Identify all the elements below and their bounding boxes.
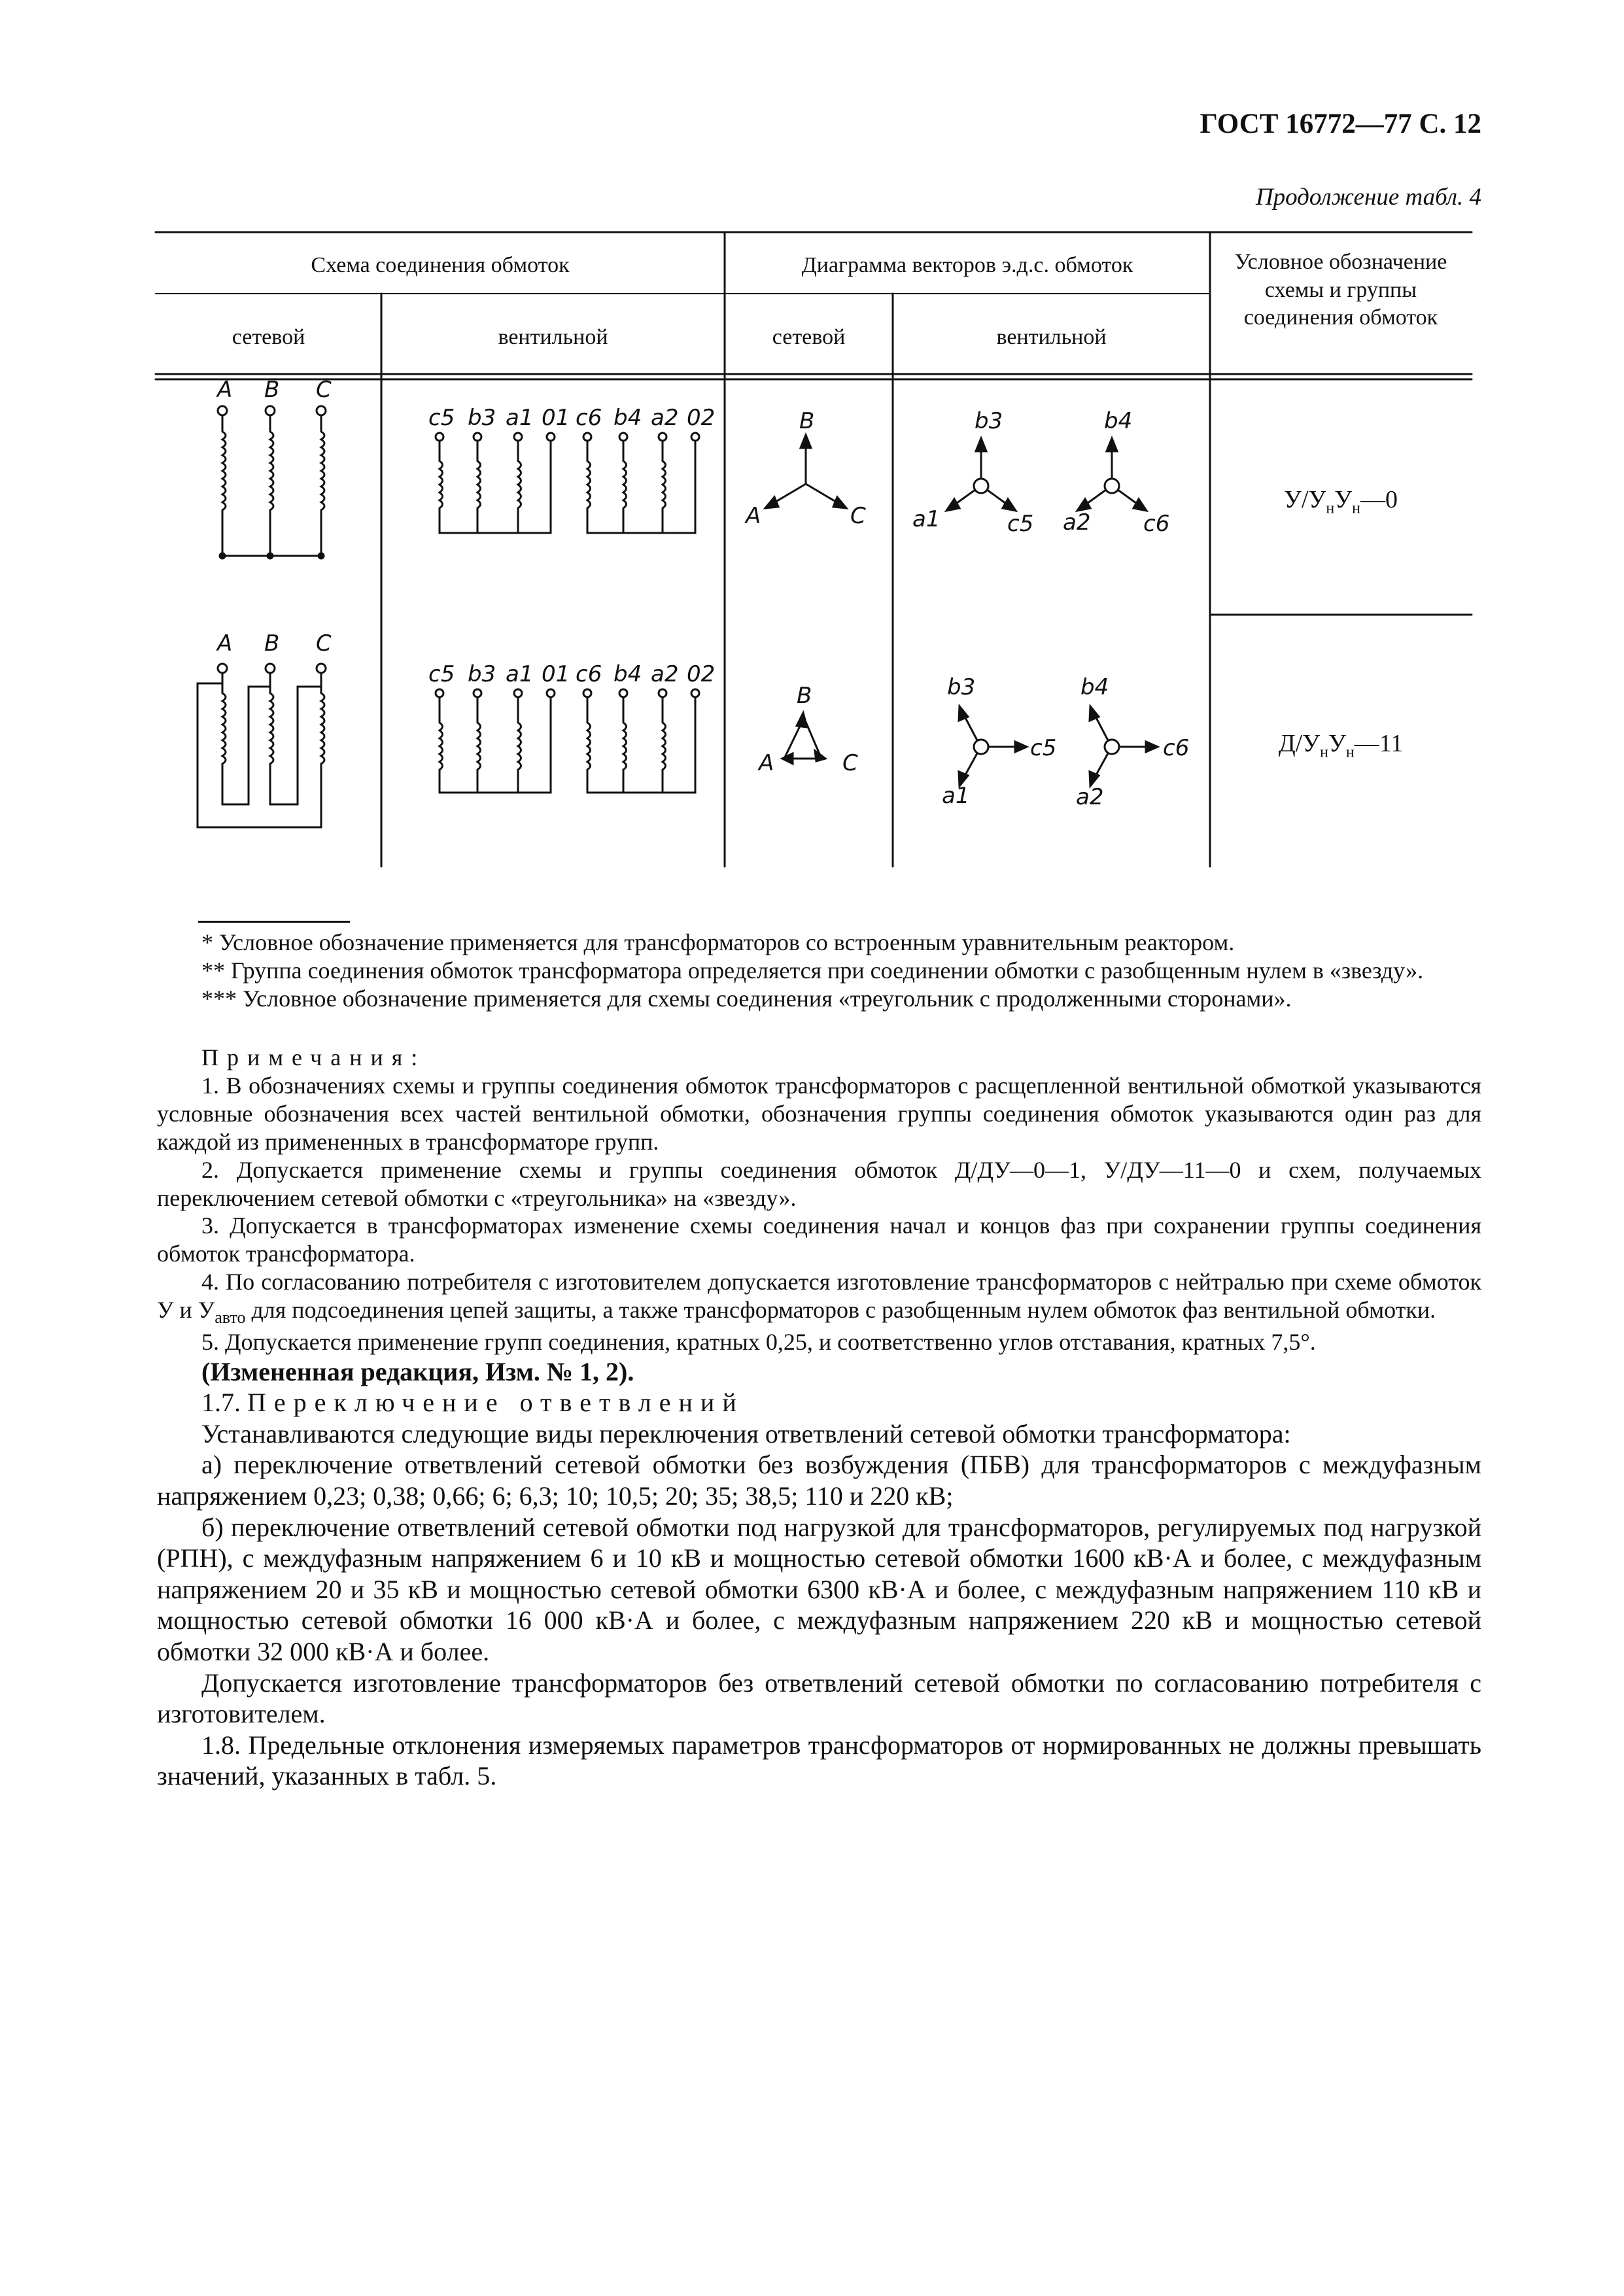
section-1-8: 1.8. Предельные отклонения измеряемых параметров трансформаторов от нормированных не должны превышать значений, указанных в табл. 5. (157, 1730, 1481, 1791)
vec-valve-row1-2: c5 (1007, 511, 1034, 537)
vec-net-a-row1: A (746, 503, 761, 529)
table-head-valve: вентильной (498, 325, 608, 349)
vec-net-c-row2: C (842, 750, 858, 776)
net-label-a-row1: A (217, 377, 233, 403)
table-continuation-label: Продолжение табл. 4 (1255, 184, 1481, 211)
valve-label-row2-1: b3 (468, 661, 496, 687)
table-head-winding-scheme: Схема соединения обмоток (311, 253, 570, 277)
footnote-2: ** Группа соединения обмоток трансформатора определяется при соединении обмотки с разобщенным нулем в «звезду». (201, 957, 1424, 984)
valve-label-row2-4: c6 (576, 661, 602, 687)
valve-vector-stars-row1 (946, 438, 1147, 511)
table-head-vector-diagram: Диаграмма векторов э.д.с. обмоток (801, 253, 1133, 277)
valve-winding-diagram-row2 (436, 689, 699, 793)
vec-valve-row1-4: a2 (1063, 509, 1091, 536)
net-label-b-row1: B (264, 377, 280, 403)
section-1-7-item-a: а) переключение ответвлений сетевой обмотки без возбуждения (ПБВ) для трансформаторов с междуфазным напряжением 0,23; 0,38; 0,66; 6; 6,3; 10; 10,5; 20; 35; 38,5; 110 и 220 кВ; (157, 1450, 1481, 1511)
notes-title: Примечания: (201, 1044, 426, 1071)
vec-valve-row1-0: b3 (975, 408, 1003, 434)
section-1-7-allowance: Допускается изготовление трансформаторов без ответвлений сетевой обмотки по согласованию потребителя с изготовителем. (157, 1668, 1481, 1729)
section-1-7-intro: Устанавливаются следующие виды переключения ответвлений сетевой обмотки трансформатора: (201, 1418, 1291, 1448)
valve-label-row1-4: c6 (576, 405, 602, 431)
vec-valve-row2-4: c6 (1163, 735, 1190, 761)
note-4: 4. По согласованию потребителя с изготовителем допускается изготовление трансформаторов с нейтралью при схеме обмоток У и $У_{авто}$ для подсоединения цепей защиты, а также трансформаторов с разобщенным нулем обмоток фаз вентильной обмотки. (157, 1269, 1481, 1327)
valve-label-row1-3: 01 (542, 405, 570, 431)
valve-vector-stars-row2 (959, 706, 1158, 786)
valve-label-row1-2: a1 (506, 405, 534, 431)
table-head-valve-vector: вентильной (996, 325, 1107, 349)
valve-label-row2-6: a2 (651, 661, 679, 687)
vec-valve-row1-3: b4 (1104, 408, 1133, 434)
page-header-reference: ГОСТ 16772—77 С. 12 (1200, 109, 1481, 139)
valve-label-row1-6: a2 (651, 405, 679, 431)
vec-valve-row2-3: b4 (1080, 674, 1109, 700)
net-label-a-row2: A (217, 630, 233, 657)
section-1-7-item-b: б) переключение ответвлений сетевой обмотки под нагрузкой для трансформаторов, регулируемых под нагрузкой (РПН), с междуфазным напряжением 6 и 10 кВ и мощностью сетевой обмотки 1600 кВ·А и более, с междуфазным напряжением 20 и 35 кВ и мощностью сетевой обмотки 6300 кВ·А и более, с междуфазным напряжением 110 кВ и мощностью сетевой обмотки 16 000 кВ·А и более, с междуфазным напряжением 220 кВ и мощностью сетевой обмотки 32 000 кВ·А и более. (157, 1512, 1481, 1667)
vec-valve-row2-5: a2 (1076, 784, 1104, 810)
section-1-7-heading: 1.7. Переключение ответвлений (201, 1388, 744, 1418)
designation-row1: $У/У_нУ_н—0$ (1284, 486, 1398, 517)
valve-label-row1-0: c5 (428, 405, 455, 431)
vec-net-b-row2: B (797, 683, 812, 709)
network-delta-winding-diagram (198, 664, 326, 827)
table-head-designation: Условное обозначение схемы и группы соединения обмоток (1234, 250, 1447, 330)
vec-valve-row2-0: b3 (947, 674, 976, 700)
vec-valve-row2-2: a1 (942, 783, 970, 809)
network-star-winding-diagram (218, 406, 326, 558)
connection-table-grid (0, 0, 1624, 916)
vec-valve-row1-1: a1 (912, 506, 941, 532)
valve-label-row1-1: b3 (468, 405, 496, 431)
footnote-3: *** Условное обозначение применяется для схемы соединения «треугольник с продолженными сторонами». (201, 985, 1292, 1012)
valve-label-row2-2: a1 (506, 661, 534, 687)
vec-valve-row1-5: c6 (1143, 511, 1170, 537)
vec-net-a-row2: A (759, 750, 774, 776)
vec-net-c-row1: C (850, 503, 866, 529)
valve-label-row2-0: c5 (428, 661, 455, 687)
amended-edition: (Измененная редакция, Изм. № 1, 2). (201, 1356, 634, 1386)
note-3: 3. Допускается в трансформаторах изменение схемы соединения начал и концов фаз при сохранении группы соединения обмоток трансформатора. (157, 1212, 1481, 1267)
valve-label-row1-5: b4 (613, 405, 642, 431)
net-label-b-row2: B (264, 630, 280, 657)
valve-label-row1-7: 02 (687, 405, 716, 431)
note-1: 1. В обозначениях схемы и группы соединения обмоток трансформаторов с расщепленной вентильной обмоткой указываются условные обозначения всех частей вентильной обмотки, обозначения группы соединения обмоток указываются один раз для каждой из примененных в трансформаторе групп. (157, 1072, 1481, 1155)
table-head-network: сетевой (232, 325, 305, 349)
network-vector-triangle (782, 713, 825, 764)
valve-label-row2-7: 02 (687, 661, 716, 687)
network-vector-star (765, 435, 846, 508)
vec-valve-row2-1: c5 (1030, 735, 1057, 761)
footnotes-and-body (157, 929, 1481, 1792)
main-body-text (157, 1356, 1481, 1792)
note-5: 5. Допускается применение групп соединения, кратных 0,25, и соответственно углов отставания, кратных 7,5°. (201, 1328, 1316, 1355)
note-2: 2. Допускается применение схемы и группы соединения обмоток Д/ДУ—0—1, У/ДУ—11—0 и схем, получаемых переключением сетевой обмотки с «треугольника» на «звезду». (157, 1156, 1481, 1211)
valve-label-row2-5: b4 (613, 661, 642, 687)
footnote-rule (198, 921, 350, 923)
valve-winding-diagram-row1 (436, 433, 699, 533)
net-label-c-row2: C (316, 630, 332, 657)
valve-label-row2-3: 01 (542, 661, 570, 687)
vec-net-b-row1: B (799, 408, 815, 434)
net-label-c-row1: C (316, 377, 332, 403)
footnote-1: * Условное обозначение применяется для трансформаторов со встроенным уравнительным реактором. (201, 929, 1235, 955)
table-head-network-vector: сетевой (772, 325, 846, 349)
designation-row2: $Д/У_нУ_н—11$ (1278, 730, 1404, 761)
